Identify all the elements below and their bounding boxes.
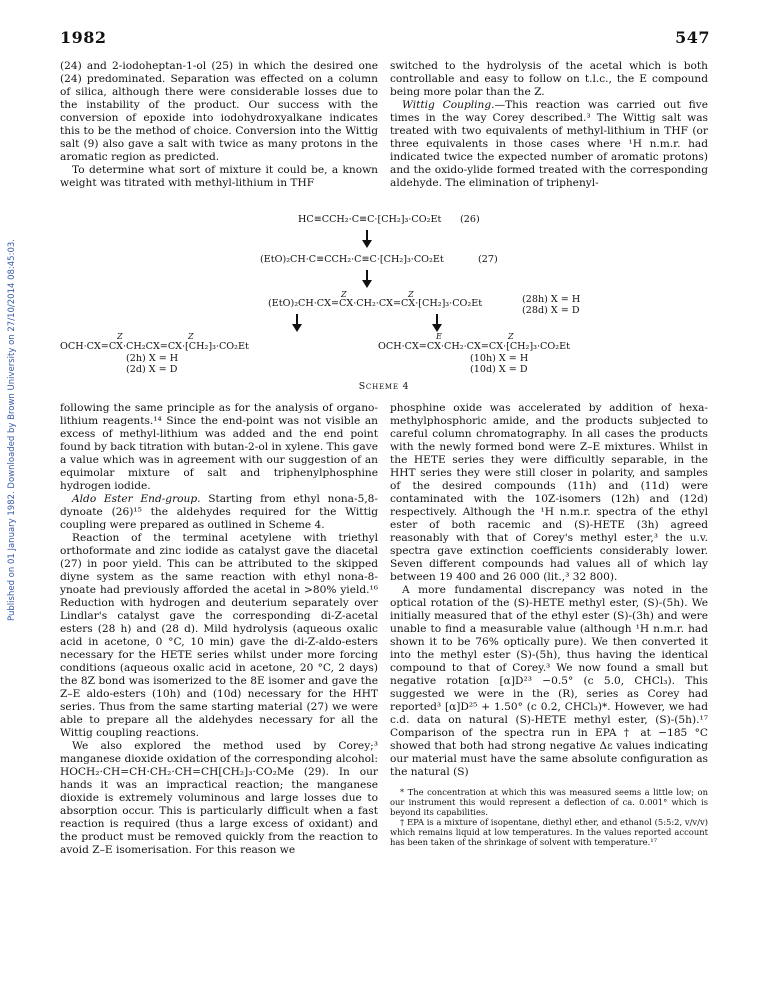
compound-28-formula: (EtO)₂CH·CX=CX·CH₂·CX=CX·[CH₂]₃·CO₂Et bbox=[268, 298, 483, 309]
stereo-label: E bbox=[436, 332, 442, 341]
compound-2-formula: OCH·CX=CX·CH₂CX=CX·[CH₂]₃·CO₂Et bbox=[60, 341, 249, 352]
compound-27-formula: (EtO)₂CH·C≡CCH₂·C≡C·[CH₂]₃·CO₂Et bbox=[260, 254, 444, 265]
footnotes bbox=[390, 787, 708, 847]
compound-10h-label: (10h) X = H bbox=[470, 353, 529, 364]
paragraph-aldo-ester bbox=[60, 493, 378, 532]
paragraph: following the same principle as for the analysis of organo-lithium reagents.¹⁴ Since the end-point was not visible an excess of methyl-lithium was added and the end point found by back titration with butan-2-ol in xylene. This gave a value which was in agreement with our suggestion of an equimolar mixture of salt and triphenylphosphine hydrogen iodide. bbox=[60, 402, 378, 492]
reaction-arrow bbox=[362, 230, 372, 248]
compound-2h-label: (2h) X = H bbox=[126, 353, 179, 364]
stereo-label: Z bbox=[408, 290, 414, 299]
paragraph: Reaction of the terminal acetylene with triethyl orthoformate and zinc iodide as catalyst gave the diacetal (27) in poor yield. This can be attributed to the skipped diyne system as the same reaction with ethyl nona-8-ynoate had previously afforded the acetal in >80% yield.¹⁶ Reduction with hydrogen and deuterium separately over Lindlar's catalyst gave the corresponding di-Z-acetal esters (28 h) and (28 d). Mild hydrolysis (aqueous oxalic acid in acetone, 0 °C, 10 min) gave the di-Z-aldo-esters necessary for the HETE series whilst under more forcing conditions (aqueous oxalic acid in acetone, 20 °C, 2 days) the 8Z bond was isomerized to the 8E isomer and gave the Z–E aldo-esters (10h) and (10d) necessary for the HHT series. Thus from the same starting material (27) we were able to prepare all the aldehydes necessary for all the Wittig coupling reactions. bbox=[60, 532, 378, 739]
reaction-arrow bbox=[362, 270, 372, 288]
compound-26-formula: HC≡CCH₂·C≡C·[CH₂]₃·CO₂Et bbox=[298, 214, 442, 225]
paragraph: A more fundamental discrepancy was noted in the optical rotation of the (S)-HETE methyl ester, (S)-(5h). We initially measured that of the ethyl ester (S)-(3h) and were unable to find a measurable value (although ¹H n.m.r. had shown it to be 76% optically pure). We then converted it into the methyl ester (S)-(5h), thus having the identical compound to that of Corey.³ We now found a small but negative rotation [α]D²³ −0.5° (c 5.0, CHCl₃). This suggested we were in the (R), series as Corey had reported³ [α]D²⁵ + 1.50° (c 0.2, CHCl₃)*. However, we had c.d. data on natural (S)-HETE methyl ester, (S)-(5h).¹⁷ Comparison of the spectra run in EPA † at −185 °C showed that both had strong negative Δε values indicating our material must have the same absolute configuration as the natural (S) bbox=[390, 584, 708, 778]
footnote: † EPA is a mixture of isopentane, diethyl ether, and ethanol (5:5:2, v/v/v) which remains liquid at low temperatures. In the values reported account has been taken of the shrinkage of solvent with temperature.¹⁷ bbox=[390, 817, 708, 847]
compound-2d-label: (2d) X = D bbox=[126, 364, 178, 375]
download-watermark bbox=[6, 120, 18, 740]
paragraph: To determine what sort of mixture it could be, a known weight was titrated with methyl-lithium in THF bbox=[60, 164, 378, 189]
download-watermark-text: Published on 01 January 1982. Downloaded by Brown University on 27/10/2014 08:45:03. bbox=[7, 239, 17, 621]
stereo-label: Z bbox=[508, 332, 514, 341]
reaction-arrow bbox=[432, 314, 442, 332]
column-top-right bbox=[390, 60, 708, 190]
reaction-arrow bbox=[292, 314, 302, 332]
paragraph-wittig bbox=[390, 99, 708, 190]
paragraph: (24) and 2-iodoheptan-1-ol (25) in which the desired one (24) predominated. Separation was effected on a column of silica, although there were considerable losses due to the instability of the product. Our success with the conversion of epoxide into iodohydroxyalkane indicates this to be the method of choice. Conversion into the Wittig salt (9) also gave a salt with twice as many protons in the aromatic region as predicted. bbox=[60, 60, 378, 163]
column-top-left bbox=[60, 60, 378, 190]
page-number-left: 1982 bbox=[60, 28, 107, 47]
paragraph-body: —This reaction was carried out five times in the way Corey described.³ The Wittig salt was treated with two equivalents of methyl-lithium in THF (or three equivalents in those cases where ¹H n.m.r. had indicated twice the expected number of aromatic protons) and the oxido-ylide formed treated with the corresponding aldehyde. The elimination of triphenyl- bbox=[390, 99, 708, 189]
paragraph: phosphine oxide was accelerated by addition of hexa-methylphosphoric amide, and the products subjected to careful column chromatography. In all cases the products with the newly formed bond were Z–E mixtures. Whilst in the HETE series they were difficultly separable, in the HHT series they were still closer in polarity, and samples of the desired compounds (11h) and (11d) were contaminated with the 10Z-isomers (12h) and (12d) respectively. Although the ¹H n.m.r. spectra of the ethyl ester of both racemic and (S)-HETE (3h) agreed reasonably with that of Corey's methyl ester,³ the u.v. spectra gave extinction coefficients considerably lower. Seven different compounds had values all of which lay between 19 400 and 26 000 (lit.,³ 32 800). bbox=[390, 402, 708, 583]
footnote: * The concentration at which this was measured seems a little low; on our instrument this would represent a deflection of ca. 0.001° which is beyond its capabilities. bbox=[390, 787, 708, 817]
stereo-label: Z bbox=[341, 290, 347, 299]
paragraph: We also explored the method used by Corey;³ manganese dioxide oxidation of the corresponding alcohol: HOCH₂·CH=CH·CH₂·CH=CH[CH₂]₃·CO₂Me (29). In our hands it was an impractical reaction; the manganese dioxide is extremely voluminous and large losses due to absorption occur. This is particularly difficult when a fast reaction is required (thus a large excess of oxidant) and the product must be removed quickly from the reaction to avoid Z–E isomerisation. For this reason we bbox=[60, 740, 378, 856]
compound-10d-label: (10d) X = D bbox=[470, 364, 528, 375]
compound-26-label: (26) bbox=[460, 214, 480, 225]
section-heading: Wittig Coupling. bbox=[402, 99, 495, 111]
compound-28h-label: (28h) X = H bbox=[522, 294, 581, 305]
paragraph-body: Starting from ethyl nona-5,8-dynoate (26)¹⁵ the aldehydes required for the Wittig coupling were prepared as outlined in Scheme 4. bbox=[60, 493, 379, 531]
section-heading: Aldo Ester End-group. bbox=[72, 493, 201, 505]
paragraph: switched to the hydrolysis of the acetal which is both controllable and easy to follow on t.l.c., the E compound being more polar than the Z. bbox=[390, 60, 708, 98]
compound-27-label: (27) bbox=[478, 254, 498, 265]
scheme-caption: Scheme 4 bbox=[358, 381, 410, 392]
page-number-right: 547 bbox=[675, 28, 710, 47]
column-bottom-left bbox=[60, 402, 378, 857]
column-bottom-right bbox=[390, 402, 708, 847]
reaction-scheme bbox=[60, 208, 708, 398]
stereo-label: Z bbox=[117, 332, 123, 341]
stereo-label: Z bbox=[188, 332, 194, 341]
compound-10-formula: OCH·CX=CX·CH₂·CX=CX·[CH₂]₃·CO₂Et bbox=[378, 341, 570, 352]
compound-28d-label: (28d) X = D bbox=[522, 305, 580, 316]
